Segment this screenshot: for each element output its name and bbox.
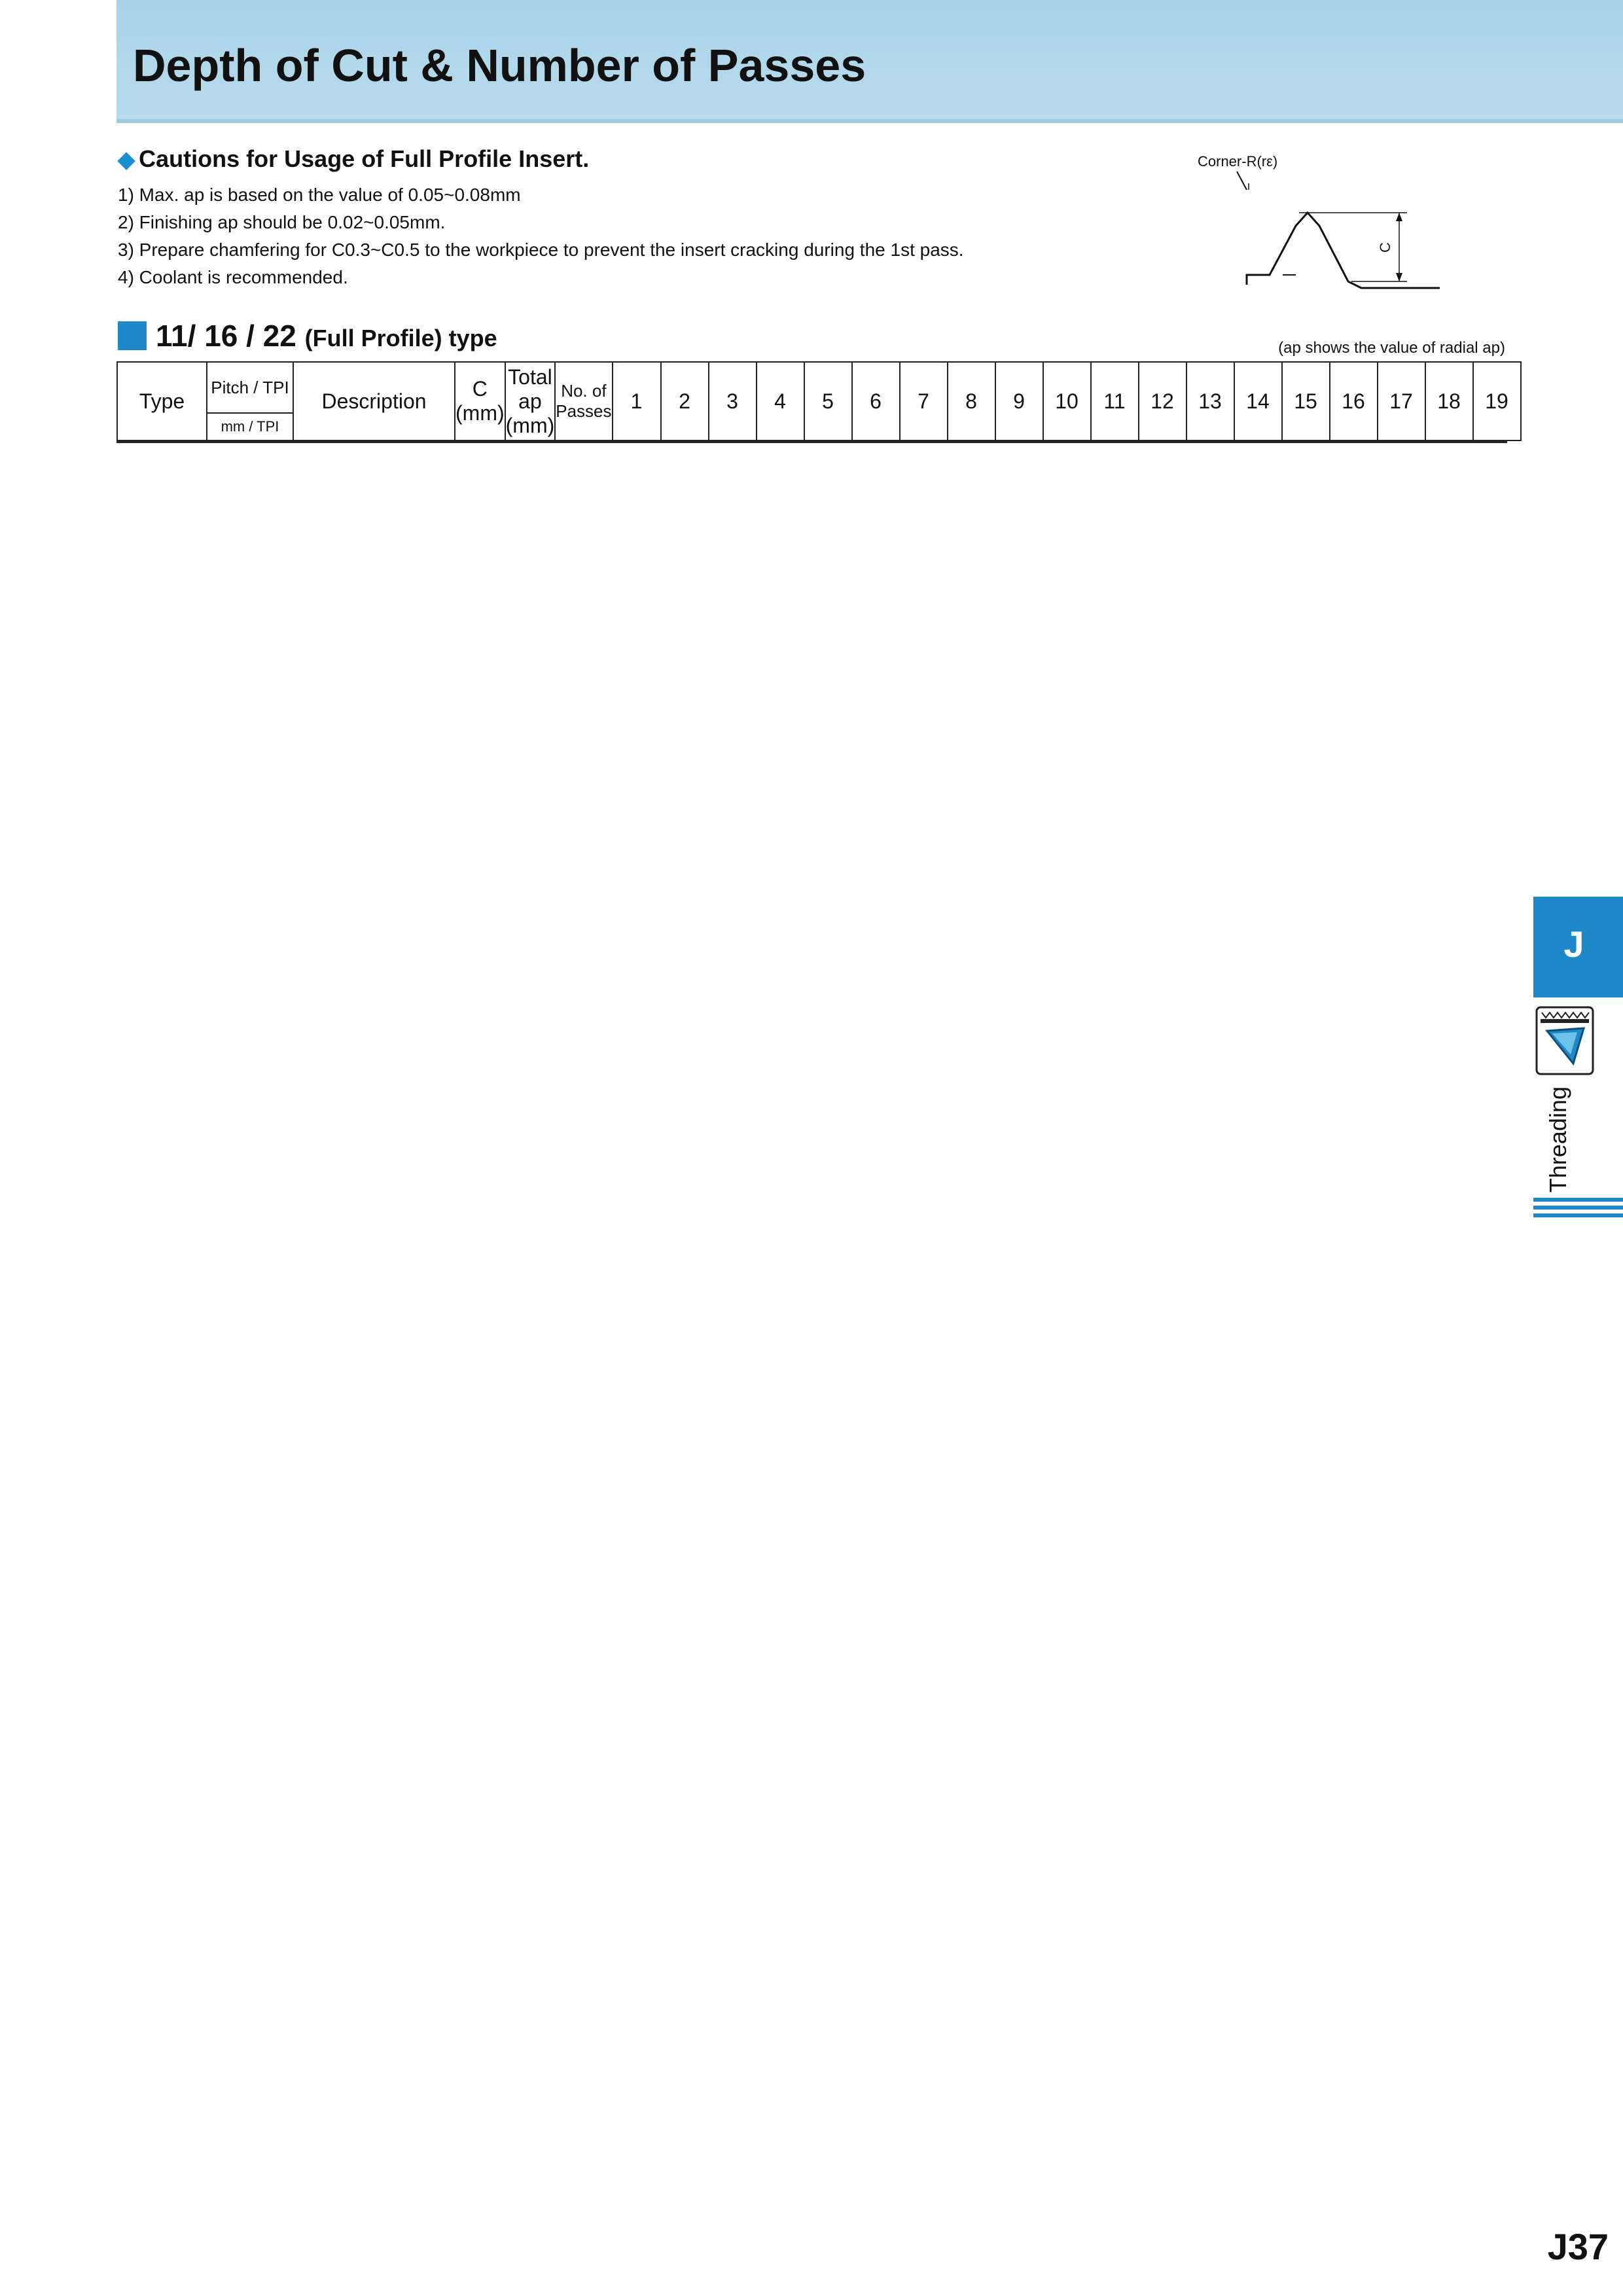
caution-item: 3) Prepare chamfering for C0.3~C0.5 to the workpiece to prevent the insert cracking during the 1st pass. xyxy=(118,240,964,260)
side-label: Threading xyxy=(1544,1086,1571,1193)
diamond-bullet-icon: ◆ xyxy=(118,147,135,172)
square-bullet-icon xyxy=(118,321,147,350)
corner-r-label: Corner-R(rε) xyxy=(1198,153,1278,170)
page-number: J37 xyxy=(1547,2226,1609,2267)
header-c-label: C xyxy=(472,377,488,401)
header-pass-number: 7 xyxy=(900,362,948,440)
header-type: Type xyxy=(117,362,207,440)
header-underline xyxy=(116,119,1623,123)
threading-insert-icon xyxy=(1534,1005,1596,1077)
cautions-heading-text: Cautions for Usage of Full Profile Insert. xyxy=(139,145,590,172)
header-pass-number: 1 xyxy=(613,362,661,440)
section-heading-text: 11/ 16 / 22 xyxy=(156,319,296,353)
header-pass-number: 11 xyxy=(1091,362,1139,440)
header-pass-number: 10 xyxy=(1043,362,1091,440)
header-pass-number: 4 xyxy=(757,362,804,440)
header-passes xyxy=(555,362,612,440)
header-description: Description xyxy=(293,362,455,440)
depth-of-cut-table xyxy=(116,361,1522,441)
section-heading xyxy=(118,318,497,353)
header-passes-label: No. of xyxy=(561,381,607,401)
header-pass-number: 14 xyxy=(1234,362,1282,440)
header-total-ap-units: (mm) xyxy=(505,413,555,437)
header-pitch-units: mm / TPI xyxy=(207,413,293,440)
header-pass-number: 13 xyxy=(1186,362,1234,440)
header-pass-number: 6 xyxy=(852,362,900,440)
header-pass-number: 17 xyxy=(1378,362,1425,440)
side-tab-letter: J xyxy=(1563,924,1584,965)
section-heading-suffix: (Full Profile) type xyxy=(304,325,497,351)
caution-item: 1) Max. ap is based on the value of 0.05~0.08mm xyxy=(118,185,521,205)
page-title: Depth of Cut & Number of Passes xyxy=(133,40,866,91)
header-pass-number: 18 xyxy=(1425,362,1473,440)
side-decorative-lines xyxy=(1533,1198,1623,1221)
header-pass-number: 2 xyxy=(661,362,709,440)
header-pass-number: 15 xyxy=(1282,362,1330,440)
header-pass-number: 5 xyxy=(804,362,852,440)
header-pass-number: 9 xyxy=(995,362,1043,440)
table-bottom-rule xyxy=(116,441,1507,443)
header-pass-number: 19 xyxy=(1473,362,1521,440)
chamfer-diagram xyxy=(1191,151,1518,340)
header-pass-number: 16 xyxy=(1330,362,1378,440)
header-c-units: (mm) xyxy=(455,401,505,425)
caution-item: 2) Finishing ap should be 0.02~0.05mm. xyxy=(118,212,446,232)
c-dimension-label: C xyxy=(1377,242,1393,253)
header-total-ap xyxy=(505,362,556,440)
header-pitch: Pitch / TPI xyxy=(207,362,293,413)
header-pass-number: 8 xyxy=(948,362,995,440)
cautions-heading xyxy=(118,145,589,173)
depth-of-cut-table-wrap xyxy=(116,361,1522,441)
ap-note: (ap shows the value of radial ap) xyxy=(1278,339,1505,357)
caution-item: 4) Coolant is recommended. xyxy=(118,267,348,287)
header-pass-number: 3 xyxy=(709,362,757,440)
header-c xyxy=(455,362,505,440)
header-total-ap-label: Total ap xyxy=(508,365,552,413)
header-passes-label-2: Passes xyxy=(556,401,612,421)
header-pass-number: 12 xyxy=(1139,362,1186,440)
